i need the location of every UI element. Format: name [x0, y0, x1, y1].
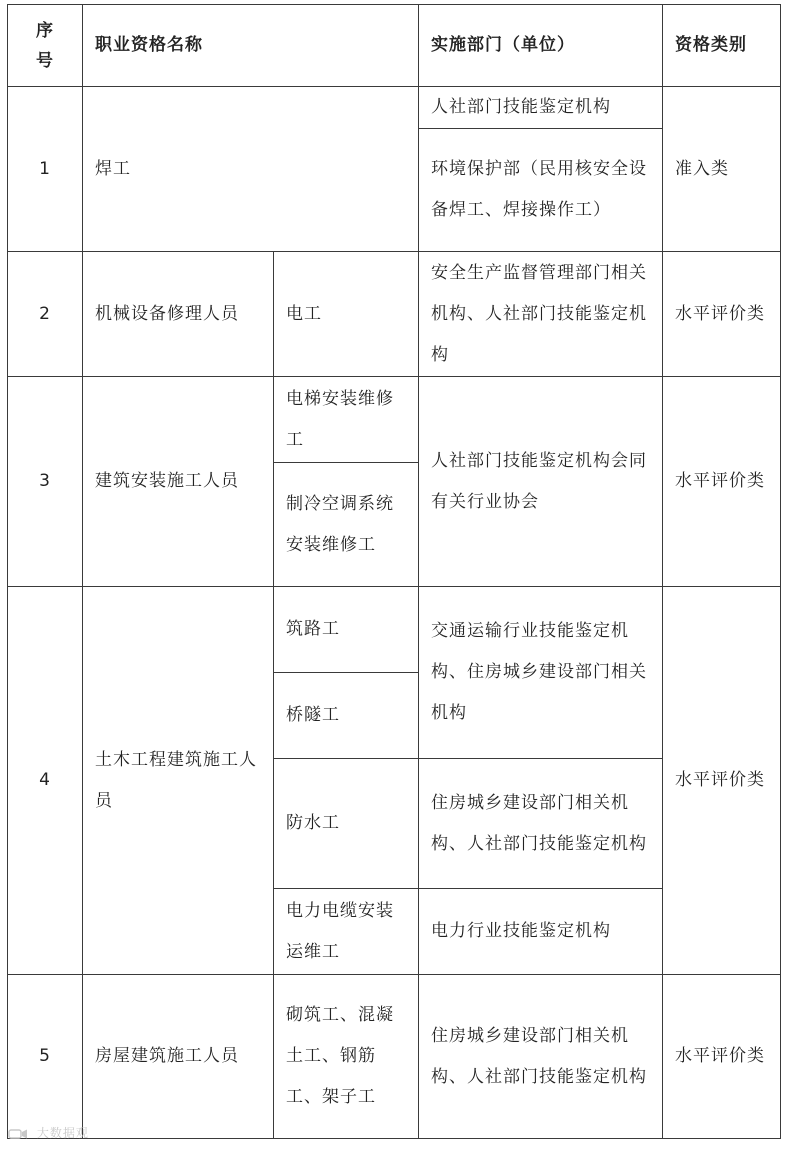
table-row: [8, 377, 781, 463]
header-name: 职业资格名称: [83, 5, 419, 87]
sub-occupation-cell: 制冷空调系统安装维修工: [274, 463, 419, 587]
category-cell: 准入类: [663, 87, 781, 252]
category-cell: 水平评价类: [663, 252, 781, 377]
table-row: [8, 87, 781, 129]
sub-occupation-cell: 桥隧工: [274, 673, 419, 759]
sub-occupation-cell: 防水工: [274, 759, 419, 889]
dept-cell: 环境保护部（民用核安全设备焊工、焊接操作工）: [419, 129, 663, 252]
qualification-name: 建筑安装施工人员: [83, 377, 274, 587]
header-dept: 实施部门（单位）: [419, 5, 663, 87]
dept-cell: 住房城乡建设部门相关机构、人社部门技能鉴定机构: [419, 759, 663, 889]
qualification-name: 机械设备修理人员: [83, 252, 274, 377]
header-type: 资格类别: [663, 5, 781, 87]
sub-occupation-cell: 砌筑工、混凝土工、钢筋工、架子工: [274, 975, 419, 1139]
row-index: 3: [8, 377, 83, 587]
row-index: 4: [8, 587, 83, 975]
category-cell: 水平评价类: [663, 587, 781, 975]
qualification-name: 房屋建筑施工人员: [83, 975, 274, 1139]
watermark: [8, 1124, 89, 1141]
dept-cell: 人社部门技能鉴定机构: [419, 87, 663, 129]
watermark-text: 大数据观: [36, 1126, 89, 1140]
table-row: [8, 587, 781, 673]
table-row: [8, 252, 781, 377]
row-index: 1: [8, 87, 83, 252]
table-row: [8, 975, 781, 1139]
dept-cell: 电力行业技能鉴定机构: [419, 889, 663, 975]
sub-occupation-cell: 筑路工: [274, 587, 419, 673]
sub-occupation-cell: 电力电缆安装运维工: [274, 889, 419, 975]
sub-occupation-cell: 电工: [274, 252, 419, 377]
qualification-name: 焊工: [83, 87, 419, 252]
qualification-table: [7, 4, 781, 1139]
sub-occupation-cell: 电梯安装维修工: [274, 377, 419, 463]
dept-cell: 住房城乡建设部门相关机构、人社部门技能鉴定机构: [419, 975, 663, 1139]
row-index: 2: [8, 252, 83, 377]
dept-cell: 安全生产监督管理部门相关机构、人社部门技能鉴定机构: [419, 252, 663, 377]
dept-cell: 交通运输行业技能鉴定机构、住房城乡建设部门相关机构: [419, 587, 663, 759]
qualification-name: 土木工程建筑施工人员: [83, 587, 274, 975]
category-cell: 水平评价类: [663, 975, 781, 1139]
row-index: 5: [8, 975, 83, 1139]
header-row: [8, 5, 781, 87]
dept-cell: 人社部门技能鉴定机构会同有关行业协会: [419, 377, 663, 587]
header-index: 序 号: [8, 5, 83, 87]
category-cell: 水平评价类: [663, 377, 781, 587]
video-logo-icon: [8, 1128, 28, 1140]
